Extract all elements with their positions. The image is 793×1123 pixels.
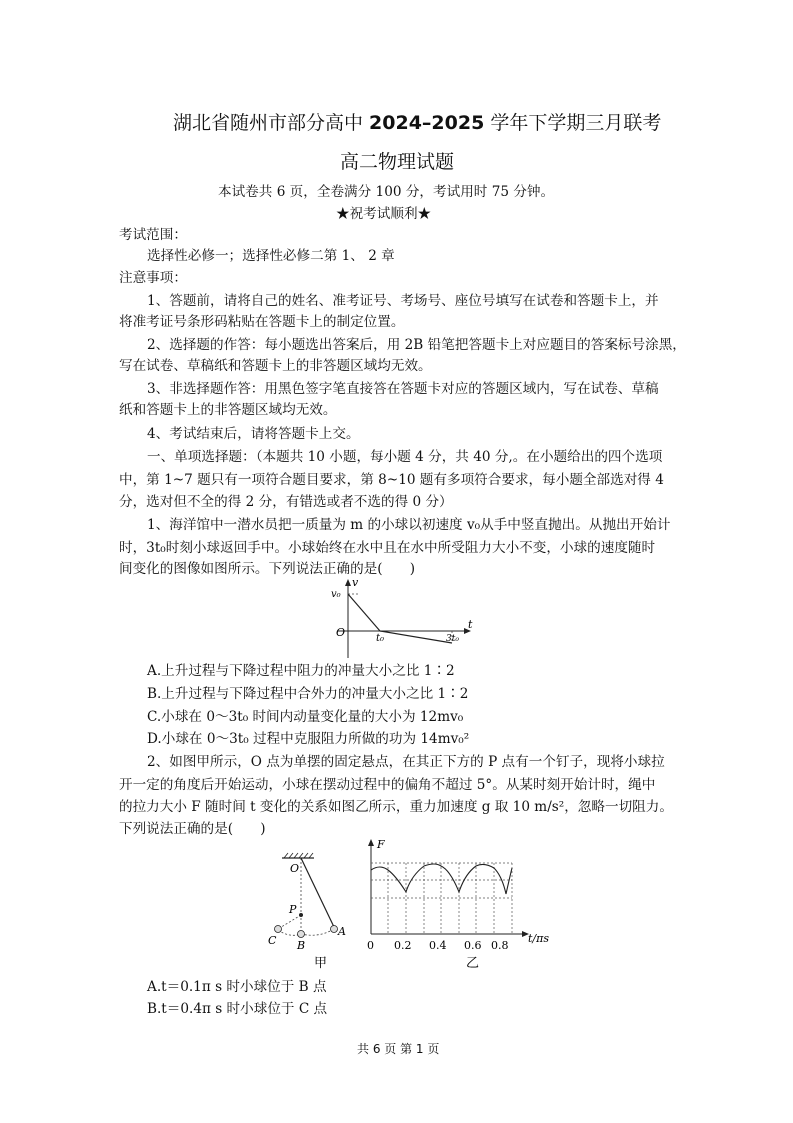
notes-label: 注意事项： — [119, 270, 187, 286]
p-to-c-dashed — [278, 915, 301, 929]
q2-pendulum-figure — [264, 852, 350, 970]
nail-p — [299, 913, 303, 917]
swing-arc — [278, 929, 334, 935]
note-1-line1: 1、答题前，请将自己的姓名、准考证号、考场号、座位号填写在试卷和答题卡上，并 — [147, 293, 659, 309]
f-tick-02: 0.2 — [394, 939, 412, 952]
q2-line2: 开一定的角度后开始运动，小球在摆动过程中的偏角不超过 5°。从某时刻开始计时，绳中 — [119, 777, 656, 793]
caption-yi: 乙 — [466, 956, 480, 970]
note-3-line1: 3、非选择题作答：用黑色签字笔直接答在答题卡对应的答题区域内，写在试卷、草稿 — [147, 381, 659, 397]
label-c: C — [268, 934, 277, 947]
note-2-line2: 写在试卷、草稿纸和答题卡上的非答题区域均无效。 — [119, 358, 432, 374]
exam-info: 本试卷共 6 页，全卷满分 100 分，考试用时 75 分钟。 — [218, 184, 555, 200]
f-y-label: F — [377, 838, 385, 851]
q1-v0-label: v₀ — [331, 589, 341, 600]
ball-c — [275, 926, 282, 933]
exam-subtitle: 高二物理试题 — [340, 151, 455, 173]
q1-line2: 时，3t₀时刻小球返回手中。小球始终在水中且在水中所受阻力大小不变，小球的速度随时 — [119, 540, 656, 556]
note-2-line1: 2、选择题的作答：每小题选出答案后，用 2B 铅笔把答题卡上对应题目的答案标号涂黑， — [147, 337, 686, 353]
q2-line4: 下列说法正确的是( ) — [119, 821, 266, 837]
q1-line3: 间变化的图像如图所示。下列说法正确的是( ) — [119, 561, 416, 577]
label-p: P — [289, 903, 297, 916]
q1-y-label: v — [352, 578, 359, 589]
f-y-arrow — [368, 839, 374, 846]
q1-option-d: D.小球在 0～3t₀ 过程中克服阻力所做的功为 14mv₀² — [147, 731, 470, 747]
page-footer: 共 6 页 第 1 页 — [357, 1042, 440, 1056]
q1-option-b: B.上升过程与下降过程中合外力的冲量大小之比 1∶2 — [147, 686, 469, 702]
q1-3t0-label: 3t₀ — [446, 634, 459, 644]
section1-line3: 分，选对但不全的得 2 分，有错选或者不选的得 0 分） — [119, 494, 453, 510]
scope-label: 考试范围： — [119, 227, 187, 243]
label-a: A — [338, 925, 346, 938]
f-tick-0: 0 — [367, 939, 374, 952]
ball-a — [331, 926, 338, 933]
q1-option-a: A.上升过程与下降过程中阻力的冲量大小之比 1∶2 — [147, 663, 455, 679]
f-tick-08: 0.8 — [491, 939, 509, 952]
exam-wish: ★祝考试顺利★ — [336, 206, 432, 222]
title-year: 2024–2025 — [369, 112, 485, 134]
q1-y-arrow — [345, 579, 351, 586]
title-prefix: 湖北省随州市部分高中 — [173, 112, 370, 134]
caption-jia: 甲 — [314, 956, 328, 970]
note-3-line2: 纸和答题卡上的非答题区域均无效。 — [119, 402, 337, 418]
q2-line3: 的拉力大小 F 随时间 t 变化的关系如图乙所示，重力加速度 g 取 10 m/s²，忽略一切阻力。 — [119, 799, 673, 815]
q2-option-b: B.t＝0.4π s 时小球位于 C 点 — [147, 1001, 328, 1017]
q1-origin-label: O — [336, 626, 346, 639]
ceiling-hatch — [284, 853, 313, 858]
f-tick-04: 0.4 — [429, 939, 447, 952]
pendulum-string — [301, 858, 334, 927]
q1-line1: 1、海洋馆中一潜水员把一质量为 m 的小球以初速度 v₀从手中竖直抛出。从抛出开始计 — [147, 517, 671, 533]
f-tick-06: 0.6 — [464, 939, 482, 952]
scope-content: 选择性必修一；选择性必修二第 1、 2 章 — [147, 248, 395, 264]
q1-option-c: C.小球在 0～3t₀ 时间内动量变化量的大小为 12mv₀ — [147, 709, 464, 725]
section1-line1: 一、单项选择题：（本题共 10 小题，每小题 4 分，共 40 分,。在小题给出的四个选项 — [147, 449, 663, 465]
f-x-label: t/πs — [528, 932, 550, 945]
exam-title — [173, 108, 661, 135]
q1-rise-segment — [348, 594, 380, 631]
note-1-line2: 将准考证号条形码粘贴在答题卡上的制定位置。 — [119, 314, 405, 330]
section1-line2: 中，第 1~7 题只有一项符合题目要求，第 8~10 题有多项符合要求，每小题全部选对得 4 — [119, 472, 664, 488]
q1-t0-label: t₀ — [376, 633, 385, 644]
label-o: O — [290, 862, 300, 875]
q1-fall-segment — [380, 631, 452, 643]
q1-x-label: t — [468, 618, 473, 631]
ball-b — [298, 931, 305, 938]
q1-vt-graph — [318, 578, 478, 662]
q2-force-graph — [360, 836, 560, 970]
q2-option-a: A.t＝0.1π s 时小球位于 B 点 — [147, 979, 327, 995]
q2-line1: 2、如图甲所示，O 点为单摆的固定悬点，在其正下方的 P 点有一个钉子，现将小球拉 — [147, 754, 665, 770]
label-b: B — [297, 939, 306, 952]
f-curve — [371, 864, 512, 894]
note-4: 4、考试结束后，请将答题卡上交。 — [147, 426, 360, 442]
title-suffix: 学年下学期三月联考 — [484, 112, 662, 134]
